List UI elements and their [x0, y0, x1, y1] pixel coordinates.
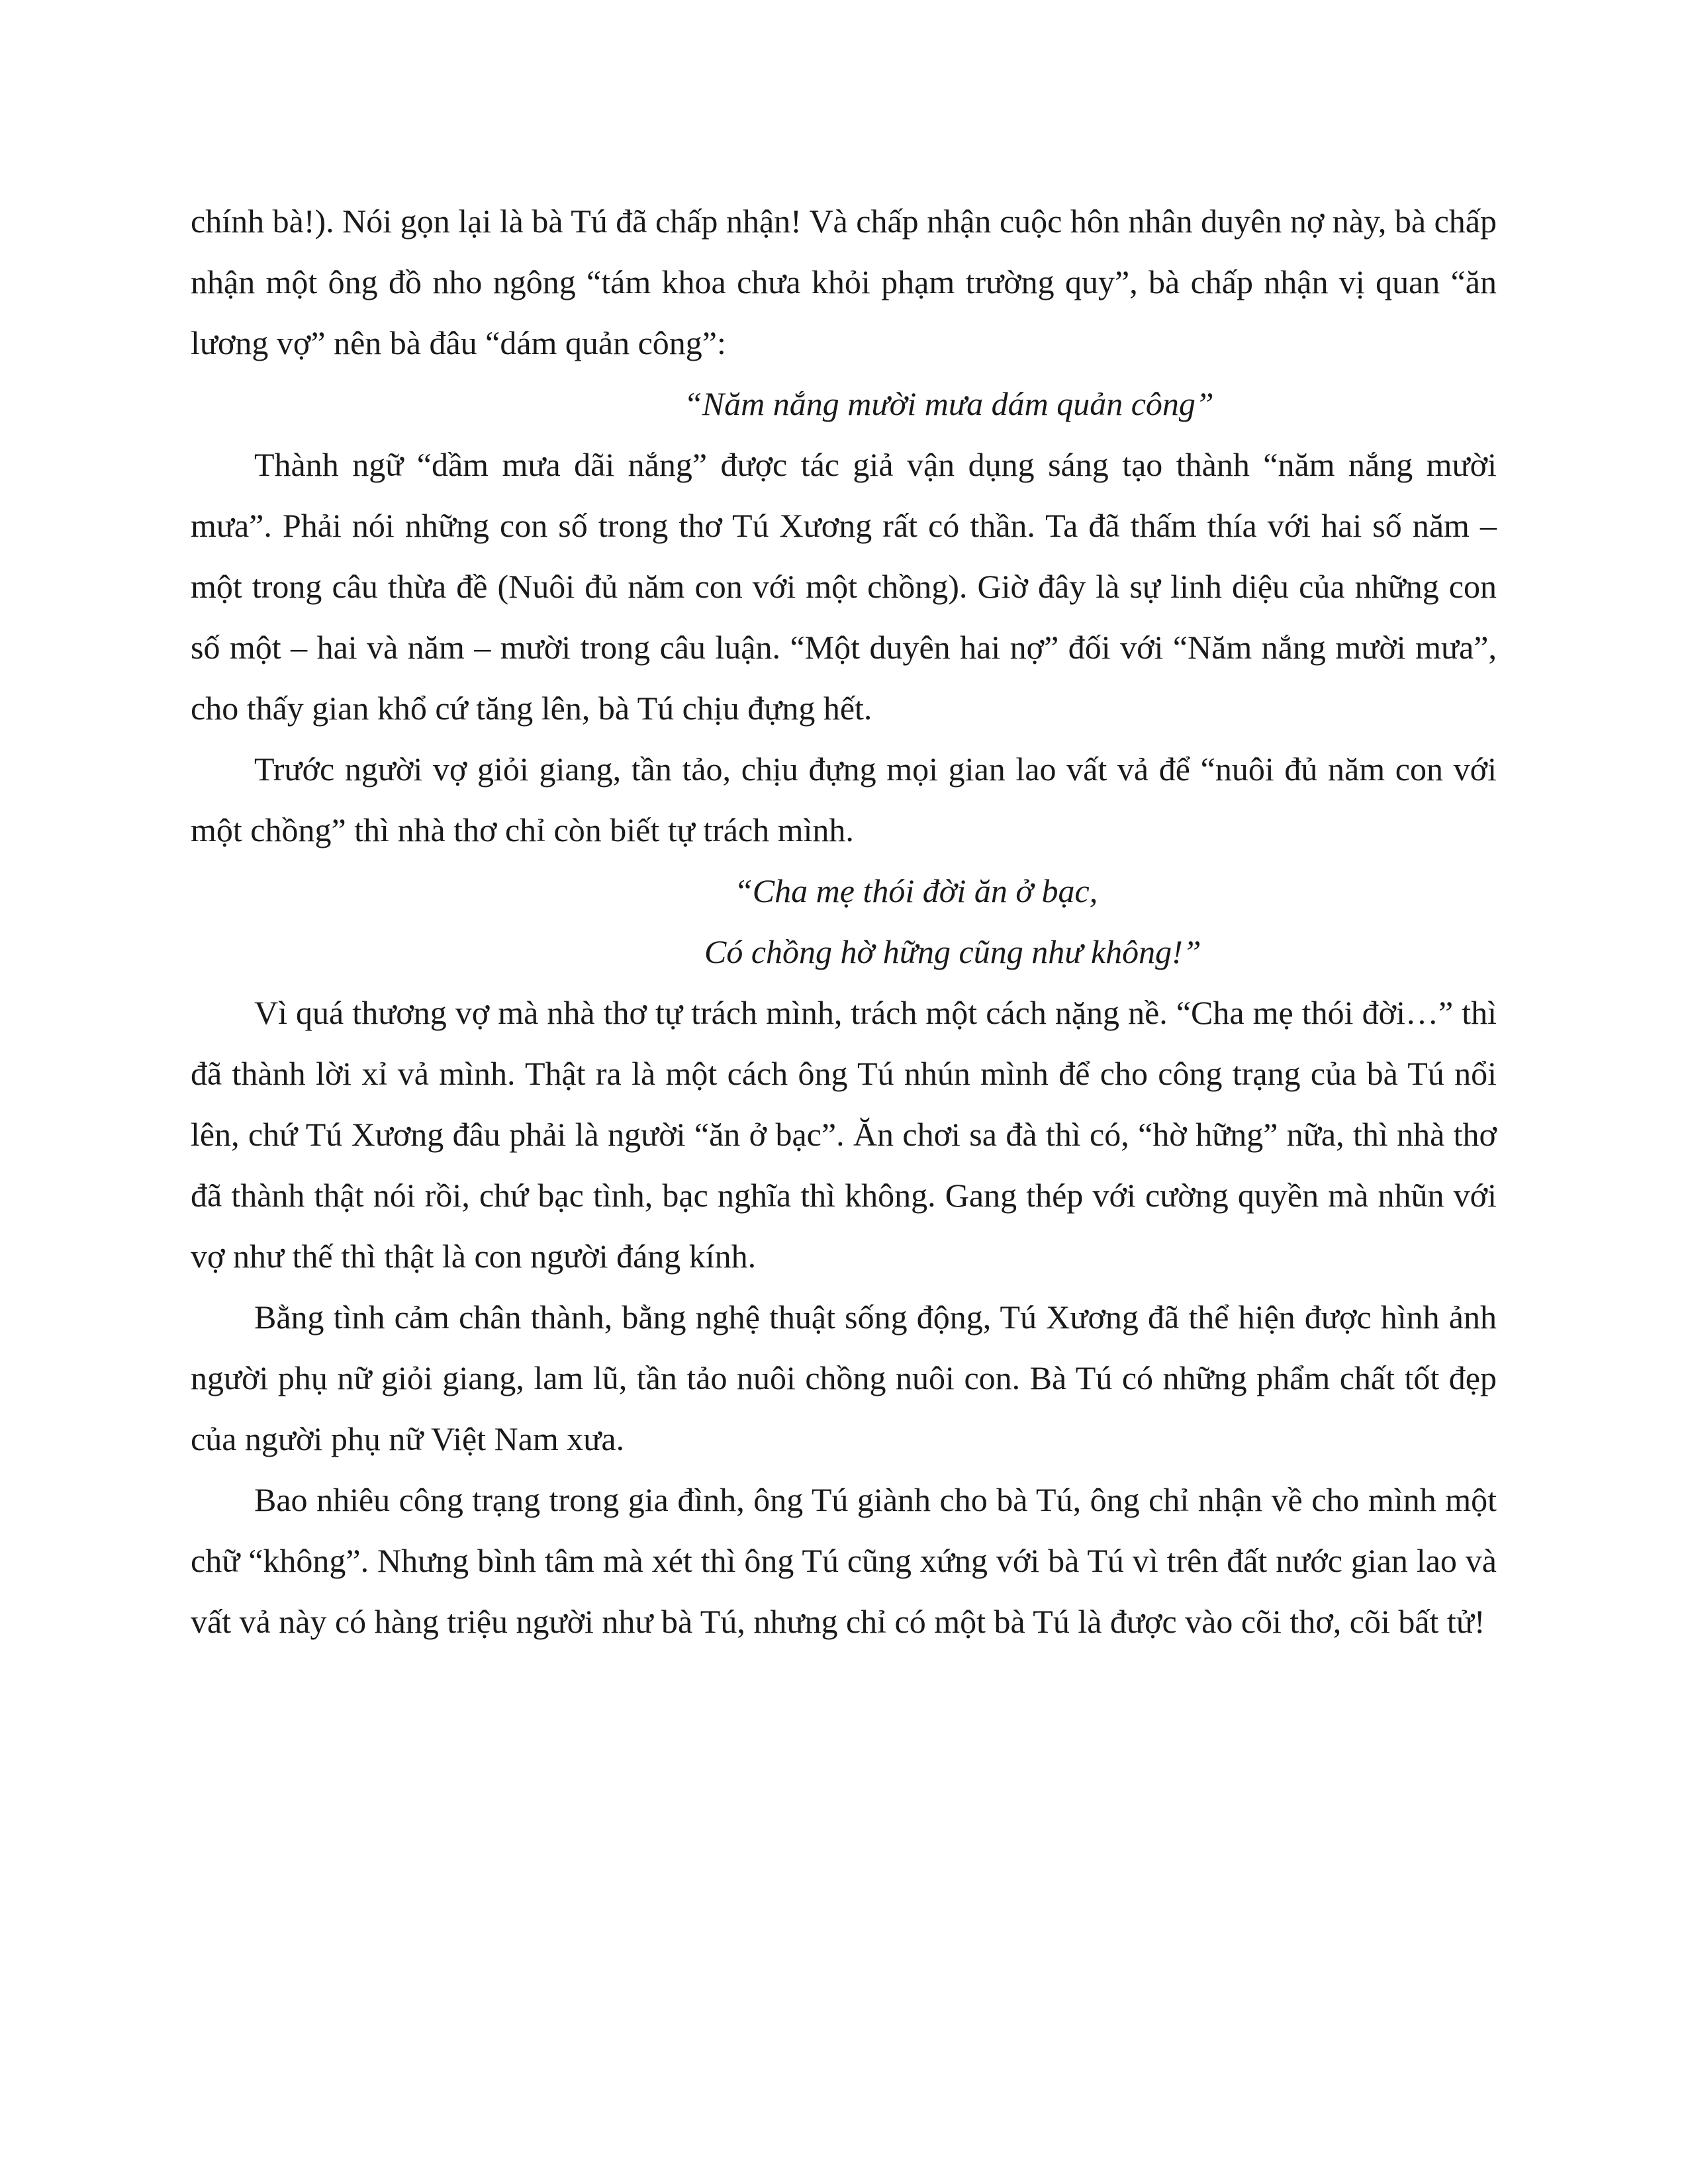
poem-quote-line: “Cha mẹ thói đời ăn ở bạc,: [734, 872, 1098, 909]
paragraph: Bằng tình cảm chân thành, bằng nghệ thuật sống động, Tú Xương đã thể hiện được hình ảnh người phụ nữ giỏi giang, lam lũ, tần tảo nuôi chồng nuôi con. Bà Tú có những phẩm chất tốt đẹp của người phụ nữ Việt Nam xưa.: [191, 1298, 1497, 1457]
paragraph: Thành ngữ “dầm mưa dãi nắng” được tác giả vận dụng sáng tạo thành “năm nắng mười mưa”. Phải nói những con số trong thơ Tú Xương rất có thần. Ta đã thấm thía với hai số năm – một trong câu thừa đề (Nuôi đủ năm con với một chồng). Giờ đây là sự linh diệu của những con số một – hai và năm – mười trong câu luận. “Một duyên hai nợ” đối với “Năm nắng mười mưa”, cho thấy gian khổ cứ tăng lên, bà Tú chịu đựng hết.: [191, 446, 1497, 727]
paragraph: Bao nhiêu công trạng trong gia đình, ông Tú giành cho bà Tú, ông chỉ nhận về cho mình một chữ “không”. Nhưng bình tâm mà xét thì ông Tú cũng xứng với bà Tú vì trên đất nước gian lao và vất vả này có hàng triệu người như bà Tú, nhưng chỉ có một bà Tú là được vào cõi thơ, cõi bất tử!: [191, 1481, 1497, 1640]
paragraph: Trước người vợ giỏi giang, tần tảo, chịu đựng mọi gian lao vất vả để “nuôi đủ năm con với một chồng” thì nhà thơ chỉ còn biết tự trách mình.: [191, 751, 1497, 848]
paragraph: Vì quá thương vợ mà nhà thơ tự trách mình, trách một cách nặng nề. “Cha mẹ thói đời…” thì đã thành lời xỉ vả mình. Thật ra là một cách ông Tú nhún mình để cho công trạng của bà Tú nổi lên, chứ Tú Xương đâu phải là người “ăn ở bạc”. Ăn chơi sa đà thì có, “hờ hững” nữa, thì nhà thơ đã thành thật nói rồi, chứ bạc tình, bạc nghĩa thì không. Gang thép với cường quyền mà nhũn với vợ như thế thì thật là con người đáng kính.: [191, 994, 1497, 1275]
body-text: [191, 191, 1497, 1652]
paragraph-continuation: chính bà!). Nói gọn lại là bà Tú đã chấp nhận! Và chấp nhận cuộc hôn nhân duyên nợ này, bà chấp nhận một ông đồ nho ngông “tám khoa chưa khỏi phạm trường quy”, bà chấp nhận vị quan “ăn lương vợ” nên bà đâu “dám quản công”:: [191, 203, 1497, 361]
poem-quote: “Năm nắng mười mưa dám quản công”: [684, 385, 1214, 422]
poem-quote-line: Có chồng hờ hững cũng như không!”: [704, 933, 1201, 970]
